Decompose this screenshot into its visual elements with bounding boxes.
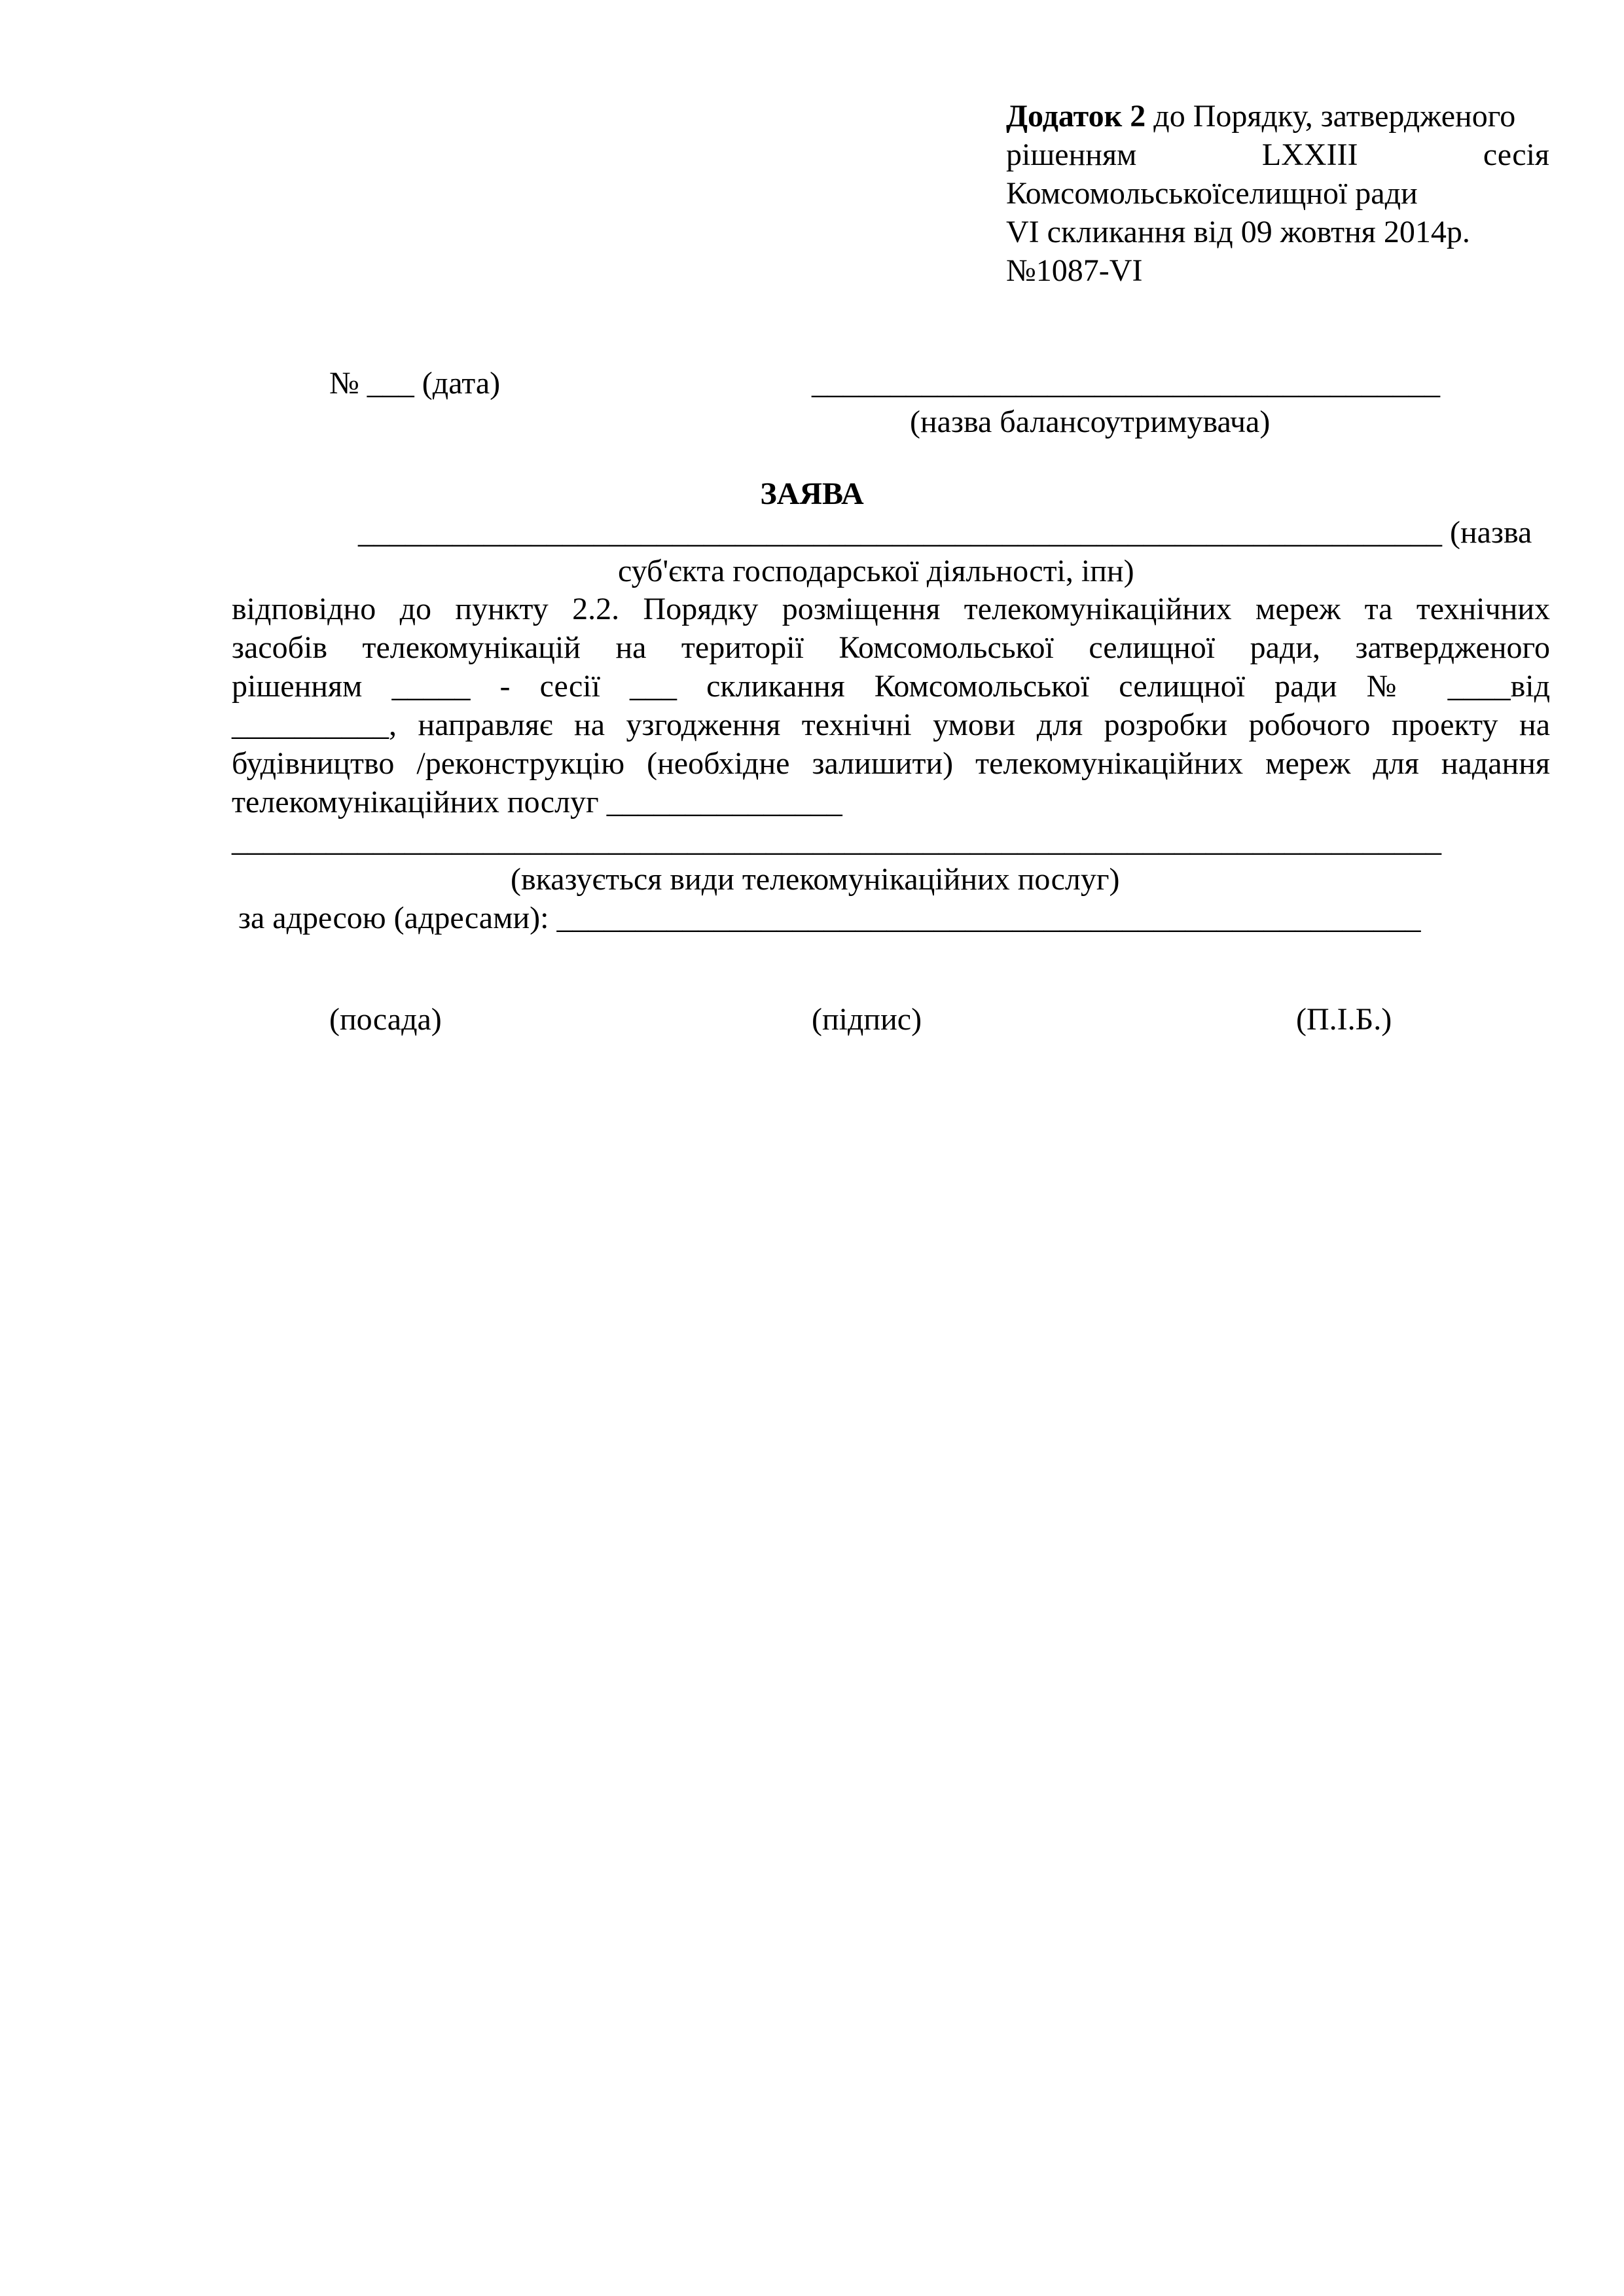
paragraph-line-5: будівництво /реконструкцію (необхідне залишити) телекомунікаційних мереж для надання <box>232 746 1550 781</box>
document-title: ЗАЯВА <box>760 476 864 511</box>
signature-sign-label: (підпис) <box>812 1002 922 1037</box>
recipient-caption: (назва балансоутримувача) <box>910 404 1271 439</box>
paragraph-line-1: відповідно до пункту 2.2. Порядку розміщення телекомунікаційних мереж та технічних <box>232 592 1550 626</box>
address-field: за адресою (адресами): _______________________________________________________ <box>238 901 1421 935</box>
services-caption: (вказується види телекомунікаційних послуг) <box>511 862 1120 897</box>
paragraph-line-4: __________, направляє на узгодження технічні умови для розробки робочого проекту на <box>232 708 1550 742</box>
applicant-caption: суб'єкта господарської діяльності, іпн) <box>618 554 1134 588</box>
appendix-ref: до Порядку, затвердженого <box>1146 99 1516 134</box>
services-line: _____________________________________________________________________________ <box>232 823 1441 858</box>
number-date-field: № ___ (дата) <box>329 366 501 401</box>
paragraph-line-3: рішенням _____ - сесії ___ скликання Комсомольської селищної ради № ____від <box>232 669 1550 704</box>
signature-position-label: (посада) <box>329 1002 442 1037</box>
paragraph-line-6: телекомунікаційних послуг _______________ <box>232 785 842 819</box>
appendix-title: Додаток 2 <box>1006 99 1146 134</box>
appendix-line-3: Комсомольськоїселищної ради <box>1006 176 1418 211</box>
paragraph-line-2: засобів телекомунікацій на території Комсомольської селищної ради, затвердженого <box>232 630 1550 665</box>
applicant-line: _____________________________________________________________________ (назва <box>358 515 1532 550</box>
recipient-line: ________________________________________ <box>812 366 1440 401</box>
appendix-line-4: VI скликання від 09 жовтня 2014р. <box>1006 215 1470 249</box>
appendix-line-2: рішенням LXXIII сесія <box>1006 137 1549 172</box>
appendix-line-5: №1087-VI <box>1006 253 1143 288</box>
appendix-line-1 <box>1006 98 1549 135</box>
signature-name-label: (П.І.Б.) <box>1296 1002 1392 1037</box>
